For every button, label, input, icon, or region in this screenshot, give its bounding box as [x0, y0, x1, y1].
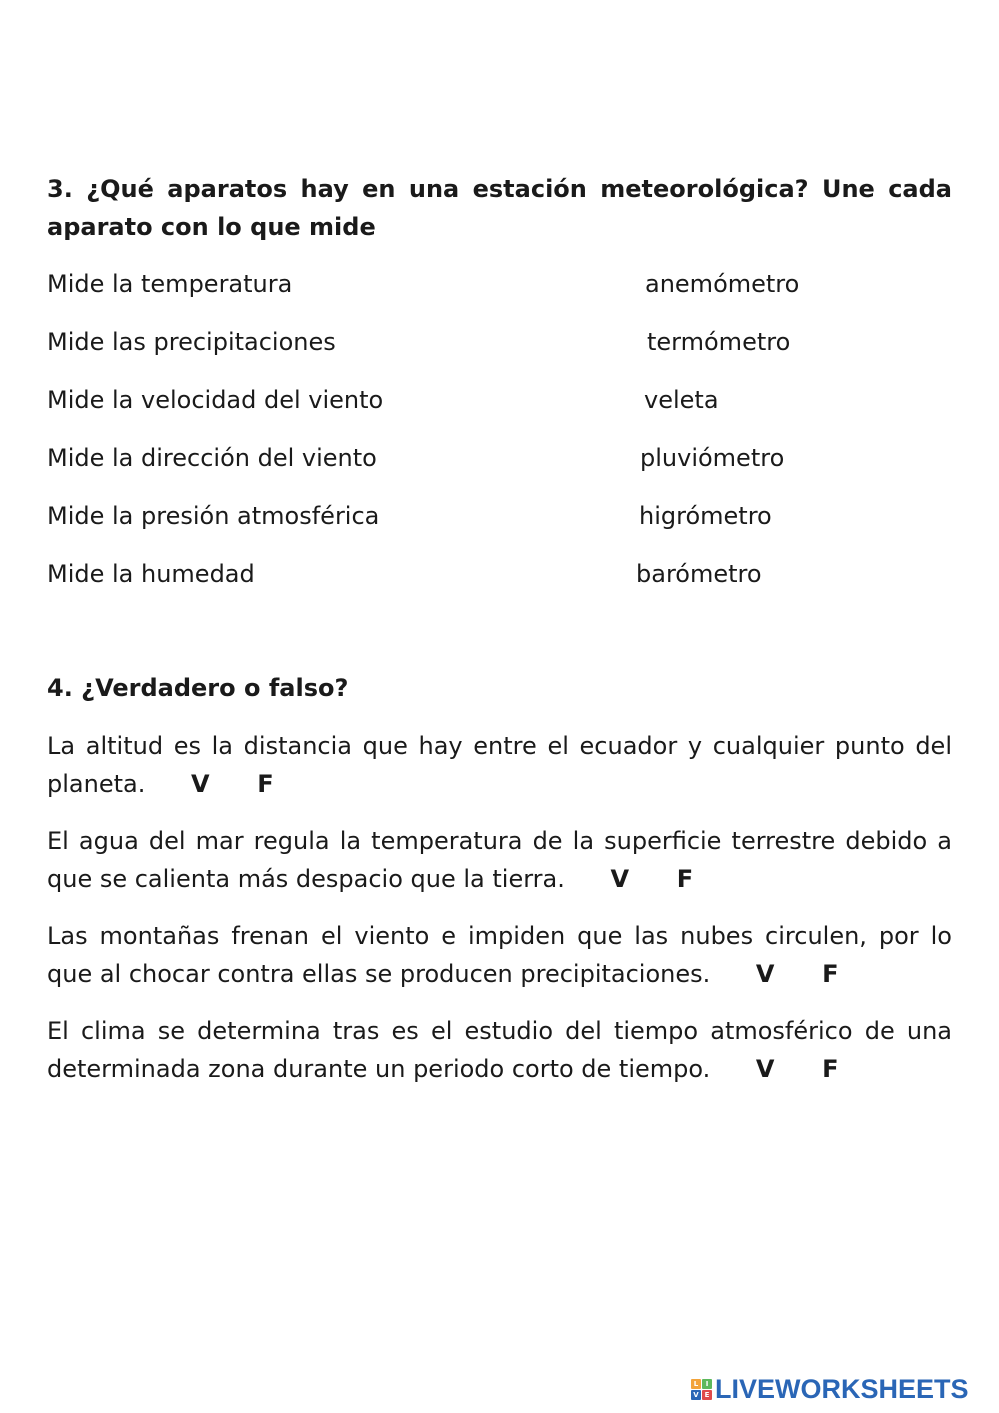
- match-instrument[interactable]: veleta: [644, 386, 719, 414]
- match-instrument[interactable]: pluviómetro: [640, 444, 785, 472]
- section-4-title: 4. ¿Verdadero o falso?: [47, 674, 349, 702]
- tf-statement: [47, 1012, 952, 1088]
- logo-block: L: [691, 1379, 701, 1389]
- match-description: Mide las precipitaciones: [47, 328, 336, 356]
- logo-blocks-icon: [691, 1379, 712, 1400]
- true-option[interactable]: V: [755, 960, 775, 988]
- false-option[interactable]: F: [822, 1055, 839, 1083]
- match-description: Mide la humedad: [47, 560, 255, 588]
- tf-statement-text: Las montañas frenan el viento e impiden que las nubes circulen, por lo que al chocar contra ellas se producen precipitaciones.: [47, 922, 952, 988]
- match-description: Mide la presión atmosférica: [47, 502, 380, 530]
- tf-statement-text: El clima se determina tras es el estudio del tiempo atmosférico de una determinada zona durante un periodo corto de tiempo.: [47, 1017, 952, 1083]
- logo-block: V: [691, 1390, 701, 1400]
- logo-block: I: [702, 1379, 712, 1389]
- match-row: [47, 555, 952, 593]
- logo-block: E: [702, 1390, 712, 1400]
- false-option[interactable]: F: [257, 770, 274, 798]
- match-instrument[interactable]: barómetro: [636, 560, 762, 588]
- match-row: [47, 323, 952, 361]
- match-row: [47, 265, 952, 303]
- true-option[interactable]: V: [190, 770, 210, 798]
- match-row: [47, 381, 952, 419]
- match-instrument[interactable]: anemómetro: [645, 270, 800, 298]
- true-option[interactable]: V: [755, 1055, 775, 1083]
- section-3: [47, 170, 952, 593]
- match-instrument[interactable]: termómetro: [647, 328, 791, 356]
- false-option[interactable]: F: [822, 960, 839, 988]
- tf-statement: [47, 822, 952, 898]
- liveworksheets-logo: [691, 1374, 969, 1404]
- true-option[interactable]: V: [610, 865, 630, 893]
- tf-statement-text: El agua del mar regula la temperatura de la superficie terrestre debido a que se calienta más despacio que la tierra.: [47, 827, 952, 893]
- match-description: Mide la velocidad del viento: [47, 386, 384, 414]
- logo-text: LIVEWORKSHEETS: [715, 1373, 969, 1404]
- match-row: [47, 439, 952, 477]
- section-4: [47, 669, 952, 1088]
- tf-statement: [47, 917, 952, 993]
- match-description: Mide la dirección del viento: [47, 444, 377, 472]
- match-description: Mide la temperatura: [47, 270, 293, 298]
- section-3-title: 3. ¿Qué aparatos hay en una estación meteorológica? Une cada aparato con lo que mide: [47, 175, 952, 241]
- match-instrument[interactable]: higrómetro: [639, 502, 772, 530]
- tf-statement: [47, 727, 952, 803]
- match-row: [47, 497, 952, 535]
- tf-statement-text: La altitud es la distancia que hay entre el ecuador y cualquier punto del planeta.: [47, 732, 952, 798]
- false-option[interactable]: F: [676, 865, 694, 893]
